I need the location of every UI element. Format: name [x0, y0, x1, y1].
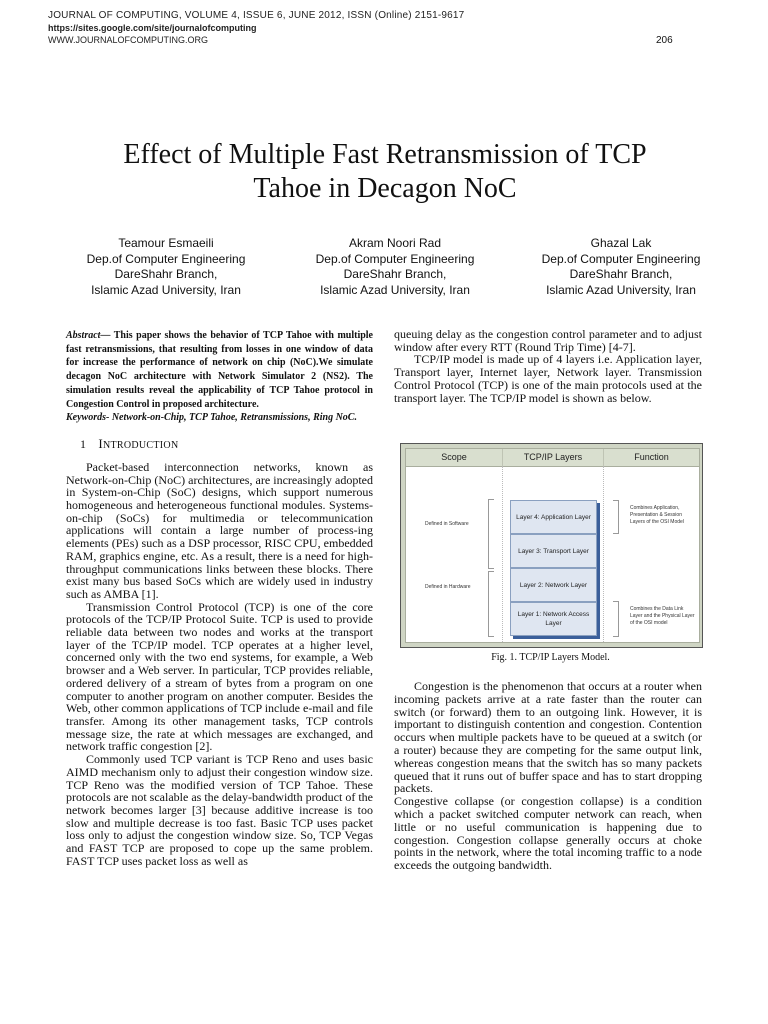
- paper-title: [60, 138, 710, 206]
- journal-site: WWW.JOURNALOFCOMPUTING.ORG: [48, 35, 208, 45]
- figure-panel: [405, 448, 700, 643]
- author-dept: Dep.of Computer Engineering: [315, 251, 475, 266]
- author-branch: DareShahr Branch,: [569, 267, 673, 282]
- abstract: [66, 329, 373, 411]
- author-dept: Dep.of Computer Engineering: [86, 251, 246, 266]
- right-paragraph-1: queuing delay as the congestion control parameter and to adjust window after every RTT (Round Trip Time) [4-7].: [394, 327, 702, 354]
- figure-col-scope: Scope: [406, 449, 503, 467]
- title-line-2: Tahoe in Decagon NoC: [253, 173, 517, 204]
- author-univ: Islamic Azad University, Iran: [320, 282, 470, 297]
- tcpip-figure: [400, 443, 703, 648]
- intro-paragraph-1: Packet-based interconnection networks, known as Network-on-Chip (NoC) architectures, are increasingly adopted in System-on-Chip (SoC) designs, which support numerous homogeneous and heterogeneous functional modules. Systems-on-chip (SoCs) for multimedia or telecommunication applications will contain a large number of process-ing elements (PEs) such as a DSP processor, RISC CPU, embedded RAM, graphics engine, etc. As a result, there is a need for high-throughput communications links between these blocks. There exist many bus based SoCs which are widely used in industry such as AMBA [1].: [66, 459, 373, 601]
- layer-3-box: Layer 3: Transport Layer: [510, 534, 597, 568]
- abstract-text: This paper shows the behavior of TCP Tahoe with multiple fast retransmissions, that resulting from losses in one window of data for increase the performance of network on chip (NoC).We simulate decagon NoC architecture with Network Simulator 2 (NS2). The simulation results reveal the applicability of TCP Tahoe protocol in Congestion Control in proposed architecture.: [66, 330, 373, 410]
- author-branch: DareShahr Branch,: [343, 267, 447, 282]
- layer-4-box: Layer 4: Application Layer: [510, 500, 597, 534]
- section-number: 1: [80, 437, 87, 452]
- author-block: [275, 236, 515, 298]
- author-name: Ghazal Lak: [590, 236, 652, 250]
- author-block: [46, 236, 286, 298]
- abstract-label: Abstract—: [66, 330, 111, 341]
- author-branch: DareShahr Branch,: [114, 267, 218, 282]
- figure-divider: [603, 466, 604, 642]
- right-column-top: [394, 328, 702, 404]
- right-paragraph-2: TCP/IP model is made up of 4 layers i.e. Application layer, Transport layer, Internet layer, Network layer. Transmission Control Protocol (TCP) is one of the main protocols used at the transport layer. The TCP/IP model is shown as below.: [394, 352, 702, 405]
- intro-paragraph-3: Commonly used TCP variant is TCP Reno and uses basic AIMD mechanism only to adjust their congestion window size. TCP Reno was the modified version of TCP Tahoe. These protocols are not scalable as the delay-bandwidth product of the network becomes larger [3] because additive increase is too slow and multiple decrease is too fast. Basic TCP uses packet loss only to adjust the congestion window size. So, TCP Vegas and FAST TCP are proposed to cope up the same problem. FAST TCP uses packet loss as well as: [66, 752, 373, 868]
- journal-header: JOURNAL OF COMPUTING, VOLUME 4, ISSUE 6, JUNE 2012, ISSN (Online) 2151-9617: [48, 10, 465, 21]
- right-paragraph-3: Congestion is the phenomenon that occurs at a router when incoming packets arrive at a rate faster than the router can switch (or forward) them to an outgoing link. However, it is important to distinguish contention and congestion. Contention occurs when multiple packets have to be queued at a switch (or a router) because they are competing for the same output link, whereas congestion means that the switch has so many packets queued that it runs out of buffer space and has to start dropping packets.: [394, 679, 702, 796]
- scope-hardware-label: Defined in Hardware: [425, 584, 471, 590]
- right-paragraph-4: Congestive collapse (or congestion collapse) is a condition which a packet switched computer network can reach, when little or no useful communication is happening due to congestion. Congestion collapse generally occurs at choke points in the network, where the total incoming traffic to a node exceeds the outgoing bandwidth.: [394, 794, 702, 873]
- layer-1-box: Layer 1: Network Access Layer: [510, 602, 597, 636]
- author-dept: Dep.of Computer Engineering: [541, 251, 701, 266]
- figure-divider: [502, 466, 503, 642]
- software-bracket: [488, 499, 494, 569]
- hardware-bracket: [488, 571, 494, 637]
- intro-paragraph-2: Transmission Control Protocol (TCP) is one of the core protocols of the TCP/IP Protocol Suite. TCP is used to provide reliable data between two nodes and works at the transport layer of the TCP/IP model. TCP operates at a higher level, concerned only with the two end systems, for example, a Web browser and a Web server. In particular, TCP provides reliable, ordered delivery of a stream of bytes from a program on one computer to another program on another computer. Besides the Web, other common applications of TCP include e-mail and file transfer. Among its other management tasks, TCP controls message size, the rate at which messages are exchanged, and network traffic congestion [2].: [66, 599, 373, 754]
- author-name: Akram Noori Rad: [348, 236, 442, 250]
- function-bottom-label: Combines the Data Link Layer and the Physical Layer of the OSI model: [630, 606, 695, 626]
- author-block: [501, 236, 741, 298]
- right-column-bottom: [394, 680, 702, 872]
- section-title-initial: I: [98, 436, 103, 452]
- function-bottom-brace: [613, 601, 619, 637]
- figure-col-function: Function: [604, 449, 699, 467]
- figure-caption: Fig. 1. TCP/IP Layers Model.: [491, 652, 610, 663]
- author-name: Teamour Esmaeili: [118, 236, 214, 250]
- figure-col-layers: TCP/IP Layers: [503, 449, 604, 467]
- section-title-rest: NTRODUCTION: [102, 440, 179, 452]
- author-univ: Islamic Azad University, Iran: [546, 282, 696, 297]
- keywords: Keywords- Network-on-Chip, TCP Tahoe, Retransmissions, Ring NoC.: [66, 412, 357, 424]
- author-univ: Islamic Azad University, Iran: [91, 282, 241, 297]
- page-number: 206: [656, 35, 673, 46]
- left-column: [66, 329, 373, 867]
- section-heading: [80, 438, 373, 453]
- function-top-label: Combines Application, Presentation & Session Layers of the OSI Model: [630, 505, 684, 525]
- journal-url: https://sites.google.com/site/journalofcomputing: [48, 23, 257, 33]
- layer-2-box: Layer 2: Network Layer: [510, 568, 597, 602]
- function-top-brace: [613, 500, 619, 534]
- scope-software-label: Defined in Software: [425, 521, 469, 527]
- title-line-1: Effect of Multiple Fast Retransmission of TCP: [123, 139, 647, 170]
